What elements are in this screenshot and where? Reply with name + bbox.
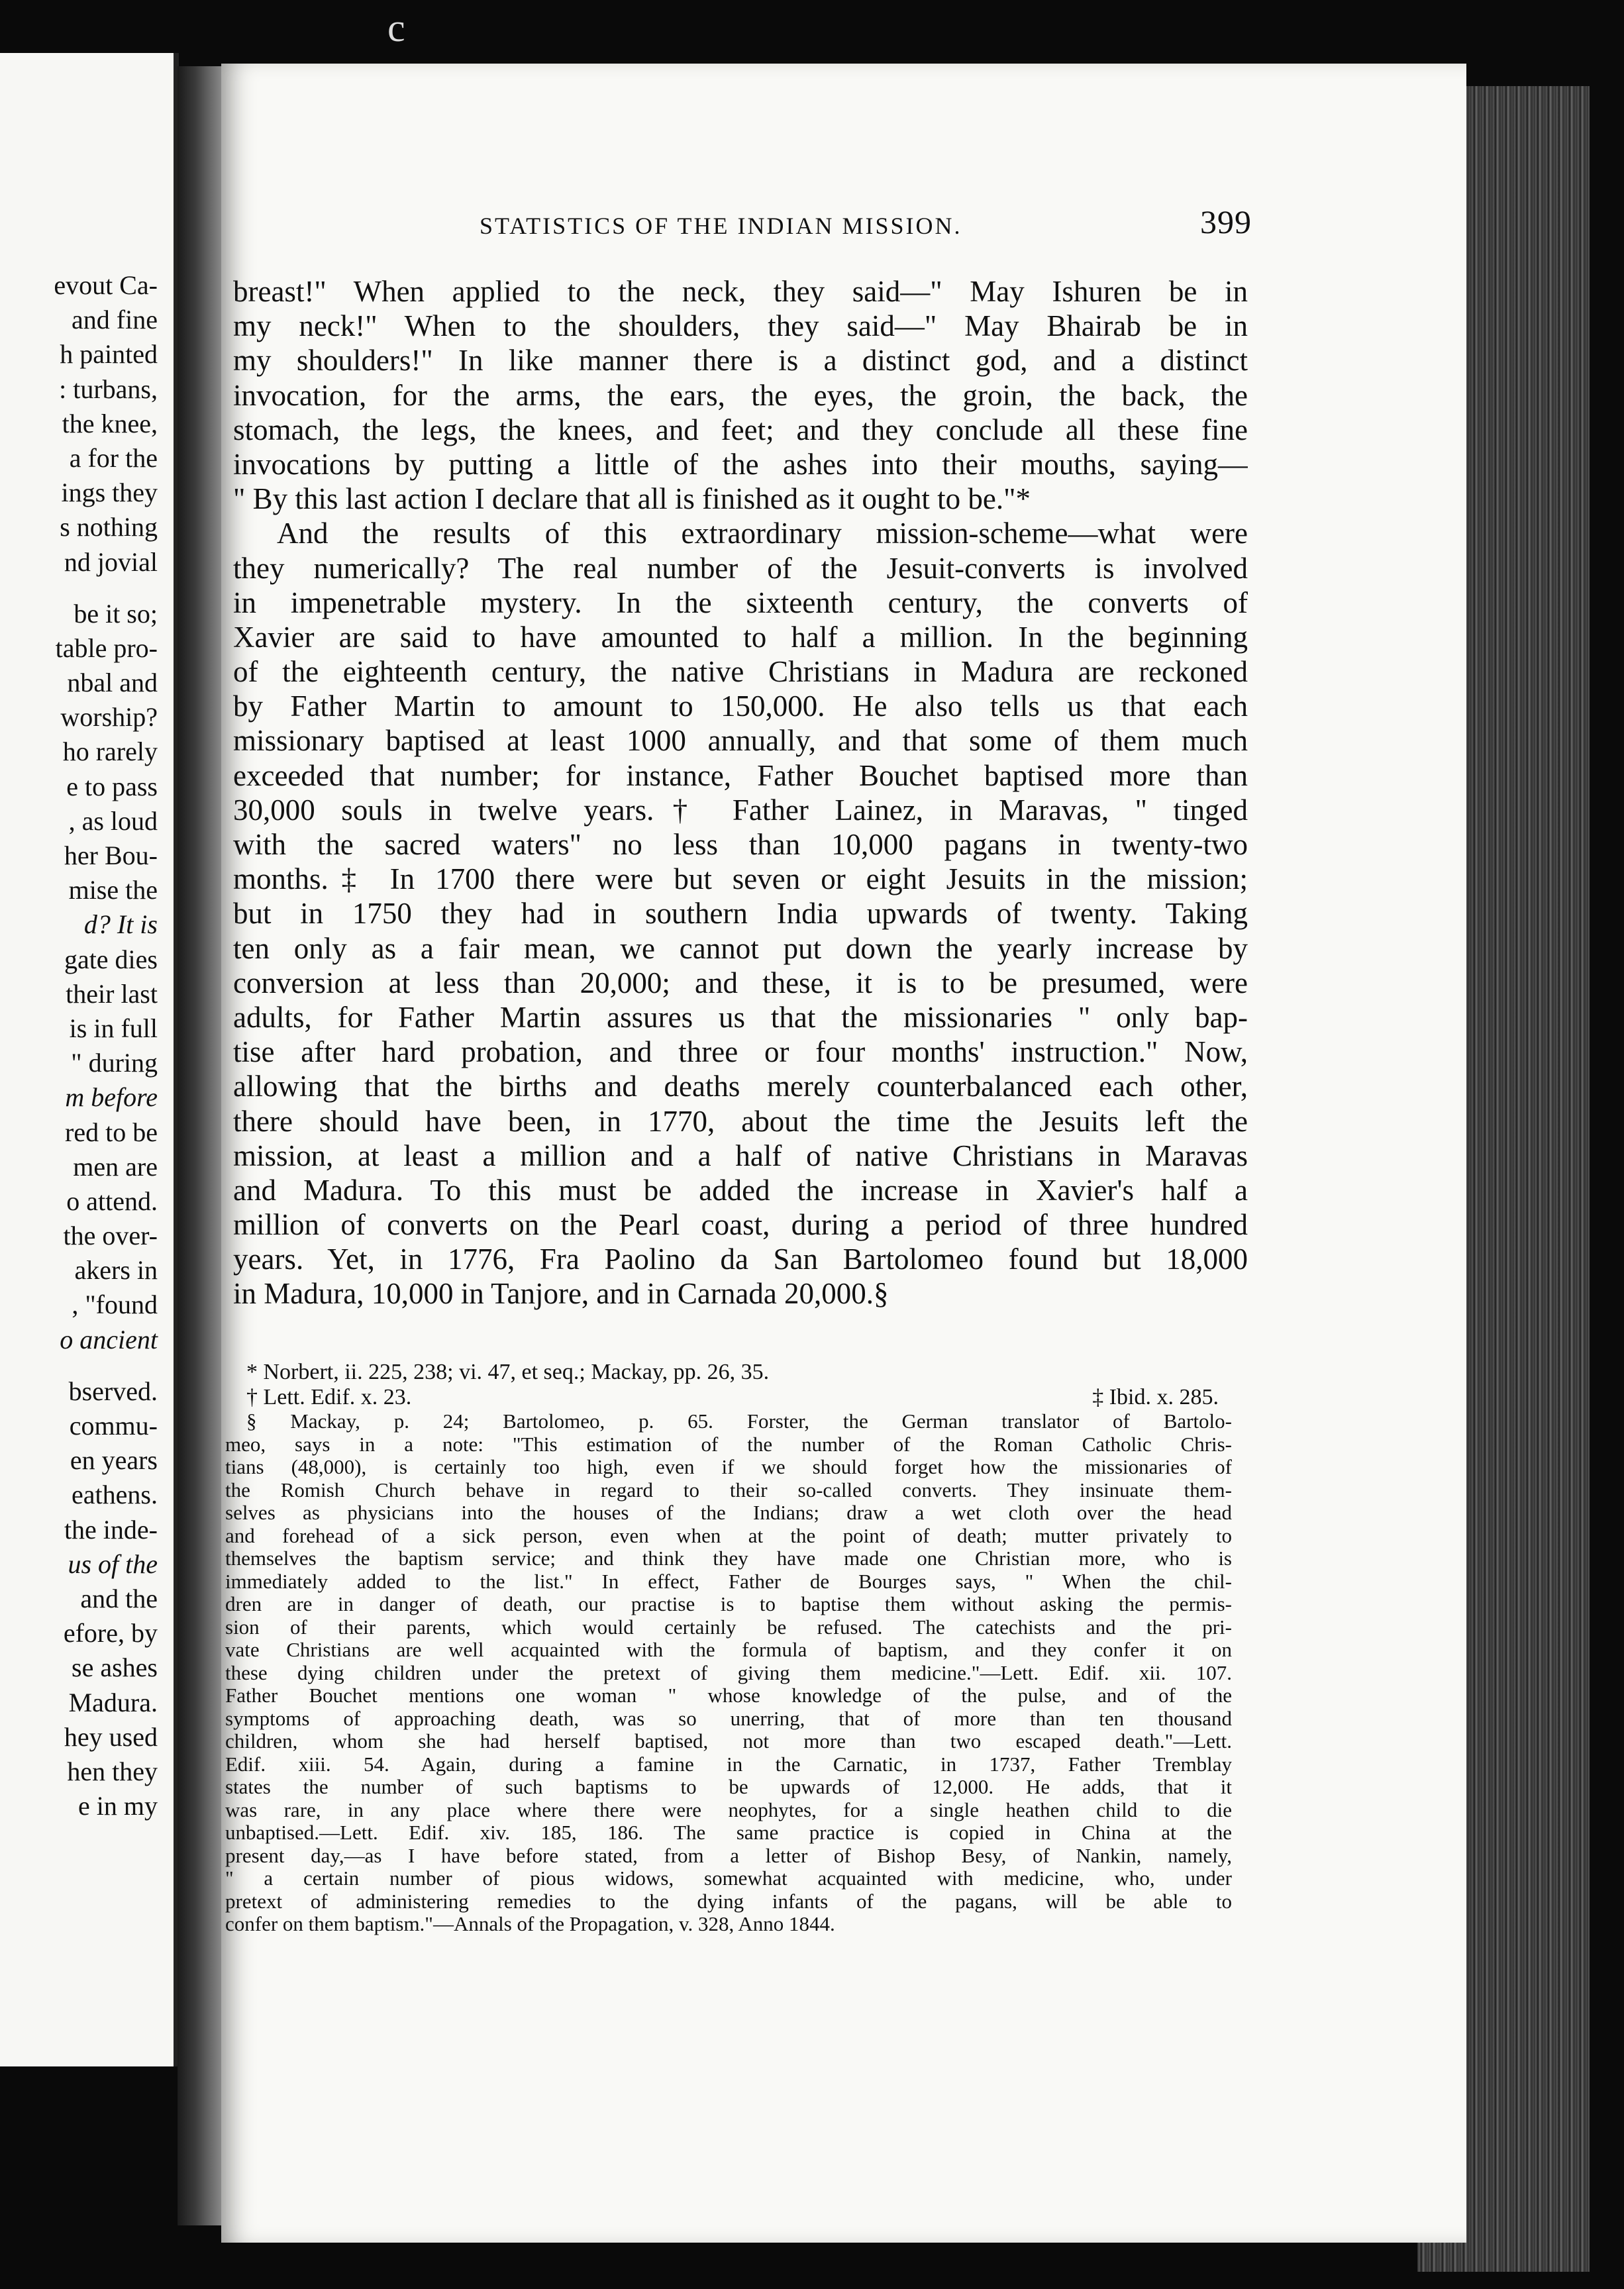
body-line: my neck!" When to the shoulders, they said—" May Bhairab be in (233, 309, 1248, 343)
body-line: by Father Martin to amount to 150,000. He also tells us that each (233, 689, 1248, 723)
body-text (233, 274, 1248, 1311)
facing-page-line: s nothing (60, 512, 158, 542)
facing-page-line: eathens. (72, 1480, 158, 1510)
footnote-line: Edif. xiii. 54. Again, during a famine in the Carnatic, in 1737, Father Tremblay (225, 1753, 1232, 1776)
body-line: tise after hard probation, and three or four months' instruction." Now, (233, 1035, 1248, 1069)
footnote-line: pretext of administering remedies to the dying infants of the pagans, will be able to (225, 1890, 1232, 1913)
body-line: with the sacred waters" no less than 10,000 pagans in twenty-two (233, 828, 1248, 861)
body-line: million of converts on the Pearl coast, during a period of three hundred (233, 1208, 1248, 1242)
body-line: invocation, for the arms, the ears, the eyes, the groin, the back, the (233, 378, 1248, 412)
footnote-line: the Romish Church behave in regard to their so-called converts. They insinuate them- (225, 1478, 1232, 1501)
body-line: mission, at least a million and a half of native Christians in Maravas (233, 1139, 1248, 1172)
facing-page-line: the over- (63, 1221, 158, 1251)
body-line: Xavier are said to have amounted to half a million. In the beginning (233, 620, 1248, 654)
facing-page-line: , "found (72, 1290, 158, 1320)
book-gutter (178, 66, 221, 2225)
body-line: of the eighteenth century, the native Christians in Madura are reckoned (233, 655, 1248, 689)
facing-page-line: efore, by (63, 1618, 158, 1649)
body-line: in impenetrable mystery. In the sixteenth century, the converts of (233, 585, 1248, 619)
facing-page-line (54, 580, 158, 597)
footnote-text: † Lett. Edif. x. 23. (246, 1385, 412, 1409)
facing-page-line: her Bou- (64, 840, 158, 870)
footnote-line: tians (48,000), is certainly too high, even if we should forget how the missionaries of (225, 1456, 1232, 1478)
facing-page-text (54, 268, 158, 1823)
facing-page-line: be it so; (74, 598, 158, 629)
footnote-line: symptoms of approaching death, was so unerring, that of more than ten thousand (225, 1707, 1232, 1730)
facing-page (0, 53, 179, 2066)
footnote-line: themselves the baptism service; and think they have made one Christian more, who is (225, 1547, 1232, 1570)
footnote-line: these dying children under the pretext of giving them medicine."—Lett. Edif. xii. 107. (225, 1661, 1232, 1684)
body-line: missionary baptised at least 1000 annually, and that some of them much (233, 724, 1248, 758)
footnote-line: Father Bouchet mentions one woman " whose knowledge of the pulse, and of the (225, 1684, 1232, 1707)
body-line: 30,000 souls in twelve years.† Father Lainez, in Maravas, " tinged (233, 793, 1248, 827)
body-line: conversion at less than 20,000; and these, it is to be presumed, were (233, 966, 1248, 999)
body-line: but in 1750 they had in southern India upwards of twenty. Taking (233, 897, 1248, 931)
body-line: breast!" When applied to the neck, they said—" May Ishuren be in (233, 275, 1248, 308)
footnote-line: dren are in danger of death, our practise is to baptise them without asking the permis- (225, 1593, 1232, 1615)
body-line: stomach, the legs, the knees, and feet; and they conclude all these fine (233, 413, 1248, 446)
body-line: invocations by putting a little of the ashes into their mouths, saying— (233, 447, 1248, 481)
facing-page-line: table pro- (55, 633, 158, 663)
footnote-line: present day,—as I have before stated, from a letter of Bishop Besy, of Nankin, namely, (225, 1844, 1232, 1867)
facing-page-line: worship? (60, 702, 158, 733)
facing-page-line: mise the (68, 875, 158, 905)
facing-page-line: nd jovial (64, 546, 158, 577)
footnote-line: meo, says in a note: "This estimation of the number of the Roman Catholic Chris- (225, 1433, 1232, 1456)
facing-page-line (54, 1357, 158, 1374)
facing-page-line: e to pass (66, 771, 158, 801)
body-line: And the results of this extraordinary mission-scheme—what were (277, 517, 1248, 550)
footnote-text: ‡ Ibid. x. 285. (1092, 1385, 1219, 1409)
body-line: there should have been, in 1770, about the time the Jesuits left the (233, 1104, 1248, 1138)
body-line: adults, for Father Martin assures us that the missionaries " only bap- (233, 1000, 1248, 1034)
facing-page-line: hen they (67, 1756, 158, 1786)
footnote-line: unbaptised.—Lett. Edif. xiv. 185, 186. The same practice is copied in China at the (225, 1821, 1232, 1844)
facing-page-line: ings they (61, 478, 158, 508)
footnote (225, 1360, 1232, 1385)
facing-page-line: a for the (69, 442, 158, 473)
facing-page-line: d? It is (83, 909, 158, 940)
body-line: months.‡ In 1700 there were but seven or eight Jesuits in the mission; (233, 862, 1248, 896)
facing-page-line: the knee, (62, 408, 158, 438)
running-title: STATISTICS OF THE INDIAN MISSION. (480, 213, 962, 239)
facing-page-line: , as loud (68, 805, 158, 836)
footnote-line: " a certain number of pious widows, somewhat acquainted with medicine, who, under (225, 1867, 1232, 1890)
facing-page-line: h painted (60, 339, 158, 370)
facing-page-line: us of the (68, 1549, 158, 1579)
facing-page-line: evout Ca- (54, 270, 158, 300)
facing-page-line: hey used (64, 1721, 158, 1752)
facing-page-line: e in my (78, 1791, 158, 1821)
facing-page-line: o ancient (60, 1324, 158, 1354)
body-line: and Madura. To this must be added the increase in Xavier's half a (233, 1173, 1248, 1207)
footnote-line: immediately added to the list." In effect, Father de Bourges says, " When the chil- (225, 1570, 1232, 1593)
facing-page-line: ho rarely (62, 737, 158, 767)
facing-page-line: nbal and (67, 668, 158, 698)
body-line: " By this last action I declare that all is finished as it ought to be."* (233, 482, 1031, 516)
facing-page-line: o attend. (66, 1186, 158, 1216)
facing-page-line: is in full (69, 1013, 158, 1043)
facing-page-line: and fine (72, 305, 158, 335)
facing-page-line: en years (70, 1445, 158, 1476)
facing-page-line: red to be (65, 1117, 158, 1147)
facing-page-line: their last (66, 978, 158, 1009)
footnote-line: states the number of such baptisms to be upwards of 12,000. He adds, that it (225, 1776, 1232, 1798)
body-line: exceeded that number; for instance, Father Bouchet baptised more than (233, 758, 1248, 792)
footnote-line: sion of their parents, which would certainly be refused. The catechists and the pri- (225, 1615, 1232, 1639)
footnote-line: confer on them baptism."—Annals of the Propagation, v. 328, Anno 1844. (225, 1913, 835, 1935)
facing-page-line: akers in (74, 1255, 158, 1286)
facing-page-line: and the (80, 1583, 158, 1613)
body-line: in Madura, 10,000 in Tanjore, and in Carnada 20,000.§ (233, 1277, 889, 1311)
body-line: ten only as a fair mean, we cannot put down the yearly increase by (233, 931, 1248, 965)
facing-page-line: bserved. (68, 1376, 158, 1406)
body-line: years. Yet, in 1776, Fra Paolino da San Bartolomeo found but 18,000 (233, 1243, 1248, 1276)
body-line: my shoulders!" In like manner there is a distinct god, and a distinct (233, 344, 1248, 378)
running-header (246, 203, 1252, 246)
body-line: they numerically? The real number of the Jesuit-converts is involved (233, 551, 1248, 585)
footnote-line: was rare, in any place where there were neophytes, for a single heathen child to die (225, 1798, 1232, 1821)
footnote-line: selves as physicians into the houses of the Indians; draw a wet cloth over the head (225, 1501, 1232, 1524)
page-number: 399 (1200, 203, 1252, 240)
footnotes (225, 1360, 1232, 1936)
facing-page-line: commu- (69, 1411, 158, 1441)
facing-page-line: gate dies (64, 944, 158, 974)
footnote-text: * Norbert, ii. 225, 238; vi. 47, et seq.; Mackay, pp. 26, 35. (246, 1360, 770, 1384)
facing-page-line: se ashes (72, 1653, 158, 1683)
facing-page-line: the inde- (64, 1514, 158, 1545)
facing-page-line: Madura. (68, 1687, 158, 1717)
facing-page-line: : turbans, (59, 374, 158, 404)
footnote (225, 1385, 1232, 1410)
footnote-line: vate Christians are well acquainted with the formula of baptism, and they confer it on (225, 1639, 1232, 1661)
scan-mark: c (387, 6, 405, 50)
body-line: allowing that the births and deaths merely counterbalanced each other, (233, 1070, 1248, 1103)
footnote-line: children, whom she had herself baptised, not more than two escaped death."—Lett. (225, 1730, 1232, 1753)
facing-page-line: men are (73, 1151, 158, 1182)
footnote-line: § Mackay, p. 24; Bartolomeo, p. 65. Forster, the German translator of Bartolo- (246, 1410, 1232, 1433)
facing-page-line: " during (71, 1048, 158, 1078)
footnote-line: and forehead of a sick person, even when at the point of death; mutter privately to (225, 1524, 1232, 1547)
facing-page-line: m before (65, 1082, 158, 1113)
